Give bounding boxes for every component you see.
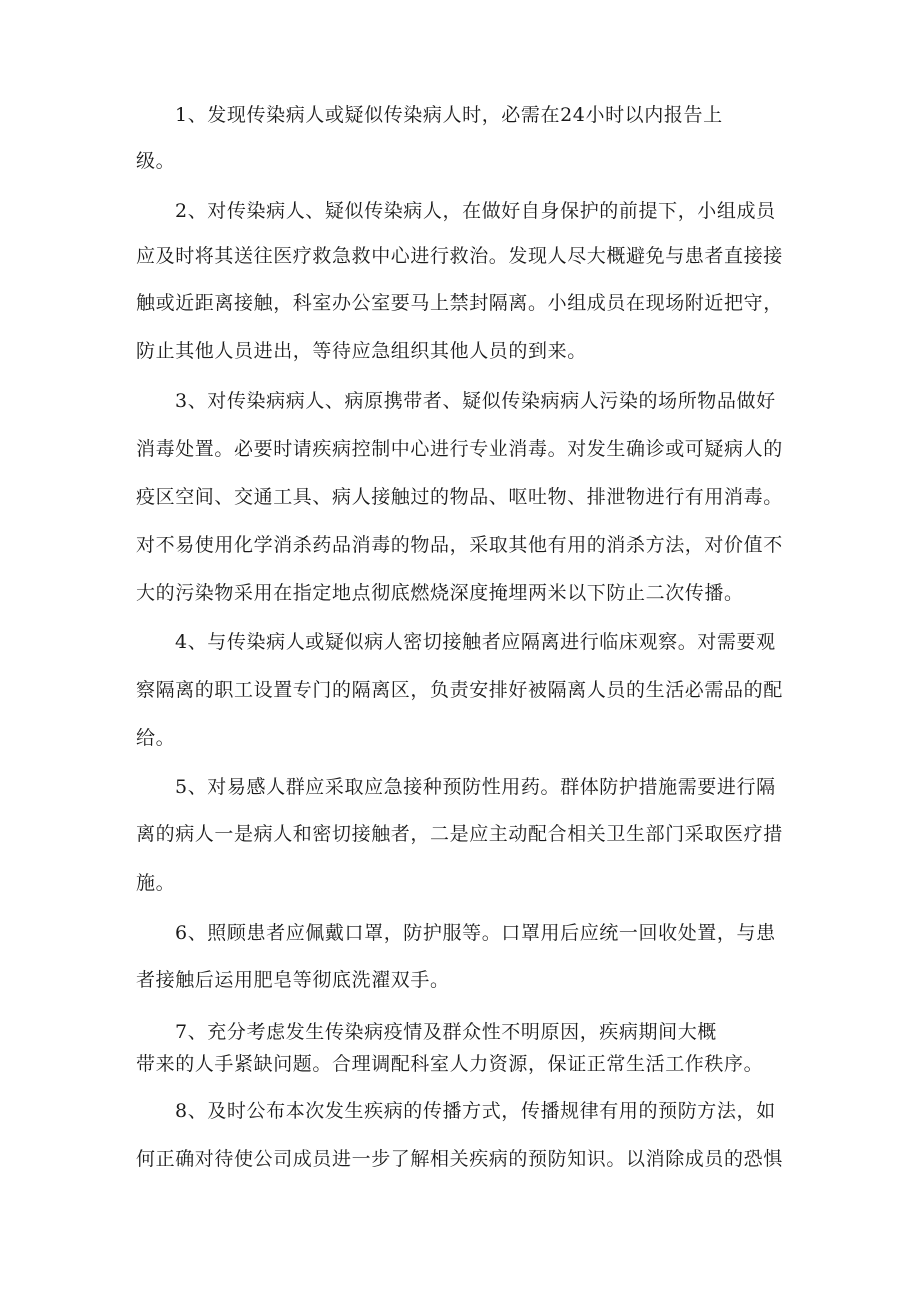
paragraph-3-line-3: 疫区空间、交通工具、病人接触过的物品、呕吐物、排泄物进行有用消毒。 [136,486,783,508]
paragraph-7-line-1: 7、充分考虑发生传染病疫情及群众性不明原因，疾病期间大概 [175,1021,717,1043]
paragraph-5-line-1: 5、对易感人群应采取应急接种预防性用药。群体防护措施需要进行隔 [175,776,776,798]
paragraph-5-line-2: 离的病人一是病人和密切接触者，二是应主动配合相关卫生部门采取医疗措 [136,823,783,845]
paragraph-2-line-3: 触或近距离接触，科室办公室要马上禁封隔离。小组成员在现场附近把守， [136,292,783,314]
paragraph-4-line-2: 察隔离的职工设置专门的隔离区，负责安排好被隔离人员的生活必需品的配 [136,679,783,701]
paragraph-3-line-5: 大的污染物采用在指定地点彻底燃烧深度掩埋两米以下防止二次传播。 [136,582,744,604]
paragraph-4-line-3: 给。 [136,727,176,749]
paragraph-6-line-2: 者接触后运用肥皂等彻底洗濯双手。 [136,969,450,991]
paragraph-4-line-1: 4、与传染病人或疑似病人密切接触者应隔离进行临床观察。对需要观 [175,631,776,653]
paragraph-3-line-2: 消毒处置。必要时请疾病控制中心进行专业消毒。对发生确诊或可疑病人的 [136,438,783,460]
paragraph-1-line-1: 1、发现传染病人或疑似传染病人时，必需在24小时以内报告上 [175,104,723,126]
paragraph-7-line-2: 带来的人手紧缺问题。合理调配科室人力资源，保证正常生活工作秩序。 [136,1053,764,1075]
paragraph-5-line-3: 施。 [136,872,176,894]
paragraph-6-line-1: 6、照顾患者应佩戴口罩，防护服等。口罩用后应统一回收处置，与患 [175,922,776,944]
paragraph-2-line-1: 2、对传染病人、疑似传染病人，在做好自身保护的前提下，小组成员 [175,200,776,222]
paragraph-3-line-1: 3、对传染病病人、病原携带者、疑似传染病病人污染的场所物品做好 [175,390,776,412]
paragraph-1-line-2: 级。 [136,150,176,172]
paragraph-8-line-2: 何正确对待使公司成员进一步了解相关疾病的预防知识。以消除成员的恐惧 [136,1148,783,1170]
paragraph-8-line-1: 8、及时公布本次发生疾病的传播方式，传播规律有用的预防方法，如 [175,1100,776,1122]
paragraph-2-line-4: 防止其他人员进出，等待应急组织其他人员的到来。 [136,340,587,362]
paragraph-3-line-4: 对不易使用化学消杀药品消毒的物品，采取其他有用的消杀方法，对价值不 [136,534,783,556]
paragraph-2-line-2: 应及时将其送往医疗救急救中心进行救治。发现人尽大概避免与患者直接接 [136,245,783,267]
